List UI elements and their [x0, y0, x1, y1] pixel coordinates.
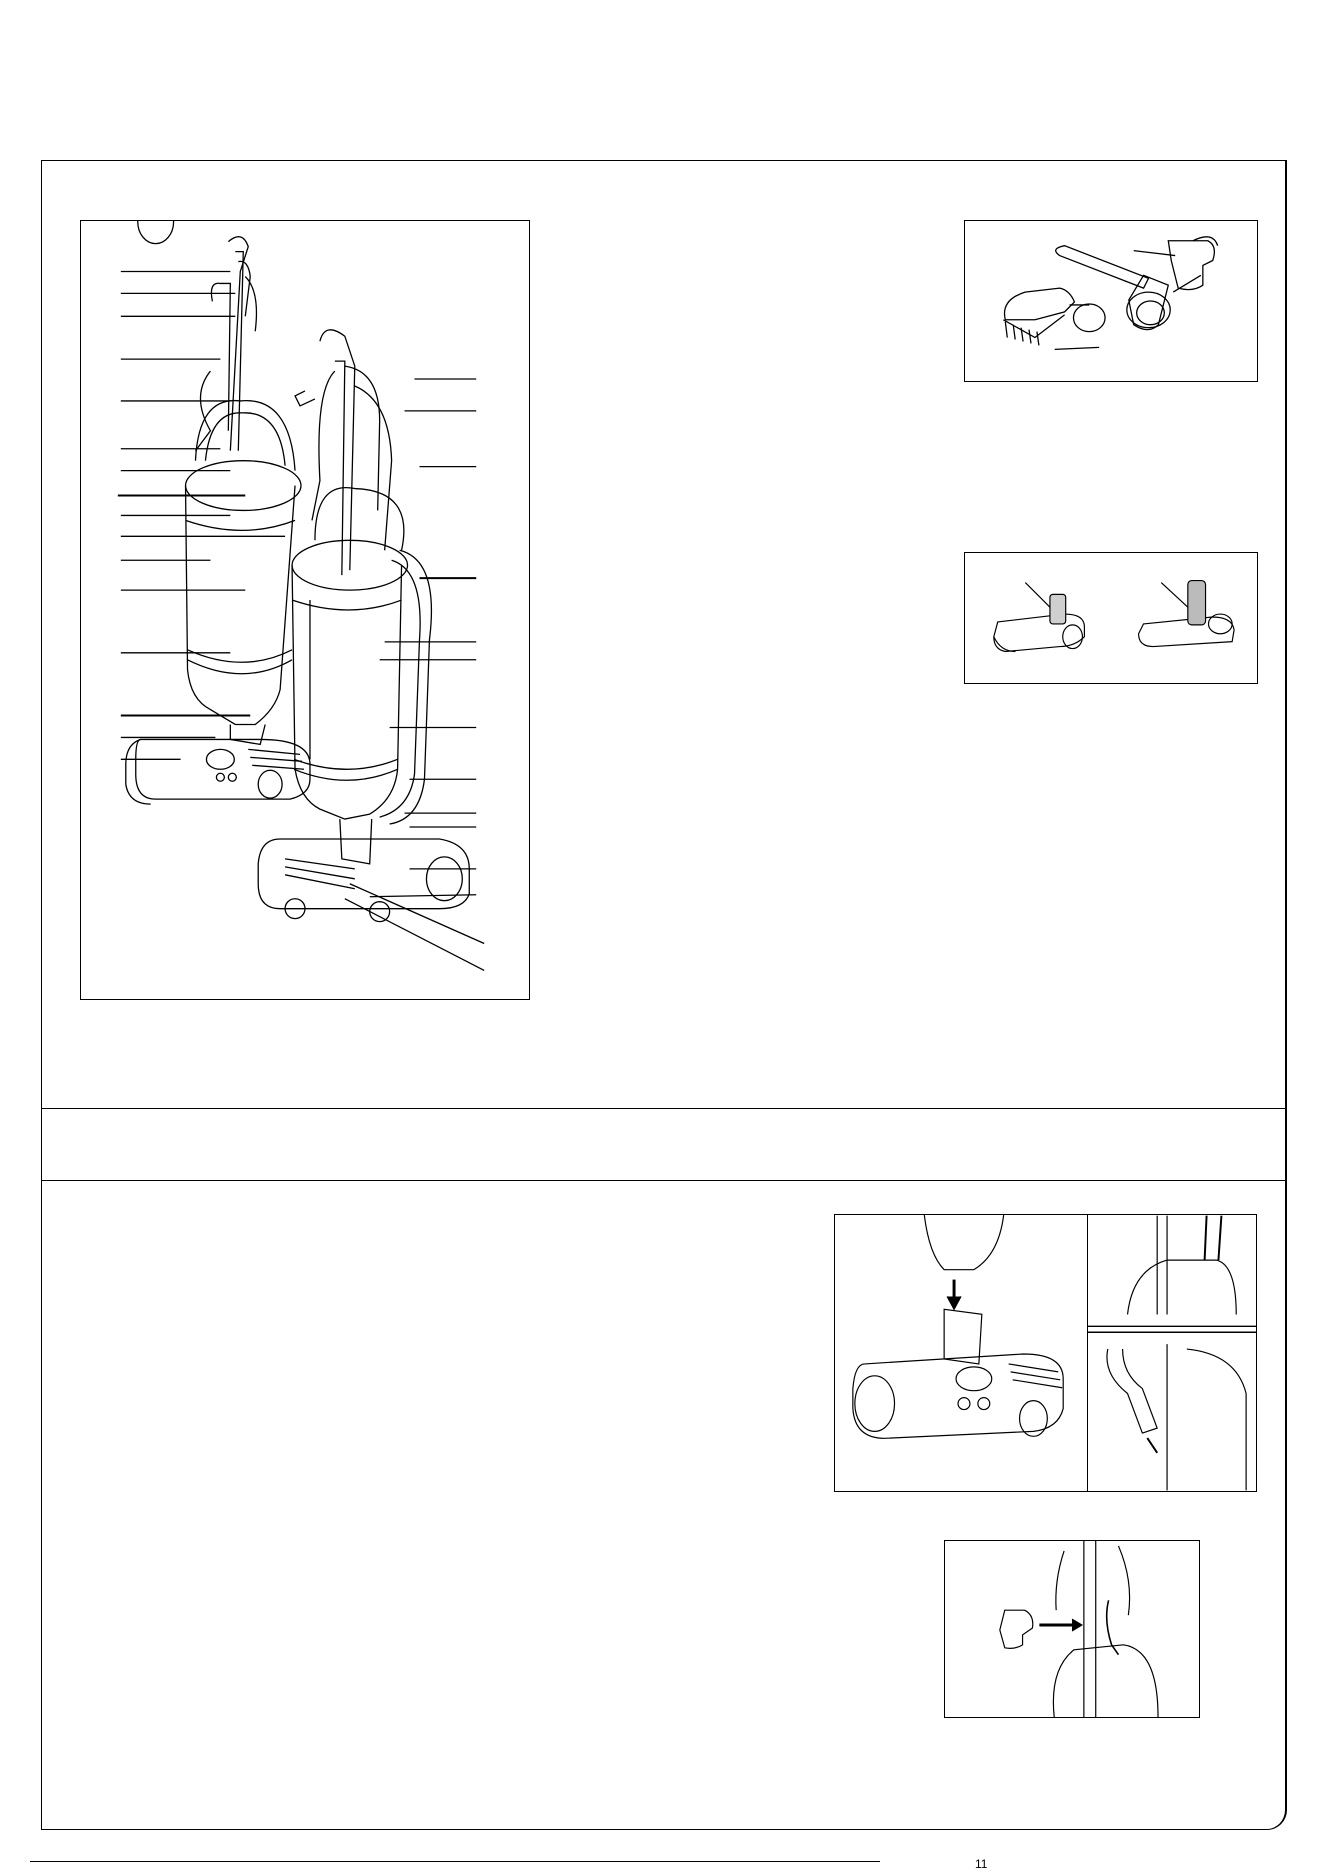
section-divider-2 — [41, 1180, 1287, 1181]
vacuum-overview-figure — [80, 220, 530, 1000]
attach-nozzle-icon — [835, 1215, 1088, 1491]
attach-nozzle-figure — [834, 1214, 1089, 1492]
page-number: 11 — [975, 1857, 988, 1871]
power-nozzle-icon — [965, 553, 1257, 683]
tool-holder-figure — [944, 1540, 1200, 1718]
footer-rule — [30, 1861, 880, 1862]
hose-connect-figure — [1087, 1214, 1257, 1492]
hose-connect-icon — [1088, 1215, 1256, 1491]
upright-vacuum-diagram-icon — [81, 221, 529, 999]
tool-holder-icon — [945, 1541, 1199, 1717]
accessory-tools-figure — [964, 220, 1258, 382]
power-nozzles-figure — [964, 552, 1258, 684]
crevice-dust-brush-tools-icon — [965, 221, 1257, 381]
section-divider-1 — [41, 1108, 1287, 1109]
